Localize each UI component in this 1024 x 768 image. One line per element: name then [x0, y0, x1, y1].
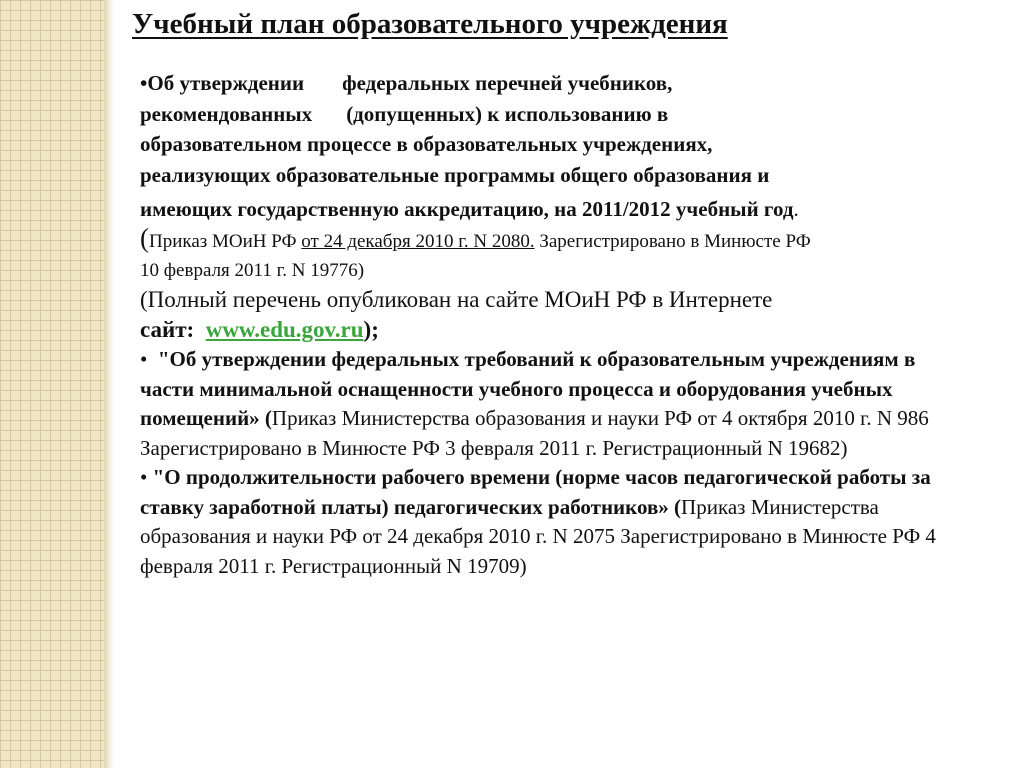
- slide-title: Учебный план образовательного учреждения: [132, 8, 728, 40]
- item1-line5-wrap: [140, 194, 955, 224]
- order-2080-date: от 24 декабря 2010 г. N 2080.: [301, 231, 535, 252]
- site-label: сайт:: [140, 317, 195, 342]
- item4-bold-text: "О продолжительности рабочего времени (норме часов педагогической работы за ставку заработной платы) педагогических работников» (: [140, 465, 931, 519]
- item1-line5: имеющих государственную аккредитацию, на 2011/2012 учебный год: [140, 197, 794, 221]
- item3-bold-text: "Об утверждении федеральных требований к образовательным учреждениям в части минимальной оснащенности учебного процесса и оборудования учебных помещений» (: [140, 347, 916, 430]
- bullet: •: [140, 465, 148, 489]
- slide-content: [140, 68, 955, 581]
- item1-line4: реализующих образовательные программы общего образования и: [140, 162, 770, 187]
- item1-line2b: (допущенных) к использованию в: [346, 101, 669, 126]
- order-reference-2080: [140, 224, 955, 285]
- item1-text-b: федеральных перечней учебников,: [342, 71, 673, 95]
- item1-line3: образовательном процессе в образовательных учреждениях,: [140, 132, 713, 156]
- bullet: •: [140, 71, 148, 95]
- item1-line2a: рекомендованных: [140, 101, 313, 126]
- full-list-note: [140, 285, 955, 345]
- order-2080-c: Зарегистрировано в Минюсте РФ: [534, 231, 811, 252]
- decorative-side-pattern: [0, 0, 104, 768]
- item-equipment-requirements: [140, 345, 955, 463]
- full-list-line1: (Полный перечень опубликован на сайте МОиН РФ в Интернете: [140, 287, 773, 312]
- item1-line5-end: .: [793, 197, 799, 221]
- open-paren: (: [140, 223, 149, 253]
- item-federal-textbook-lists: [140, 68, 955, 190]
- decorative-side-band: [104, 0, 114, 768]
- order-2080-d: 10 февраля 2011 г. N 19776): [140, 260, 365, 281]
- edu-gov-link[interactable]: www.edu.gov.ru: [205, 317, 364, 342]
- item4-order-text: Приказ Министерства образования и науки РФ от 24 декабря 2010 г. N 2075 Зарегистрировано в Минюсте РФ 4 февраля 2011 г. Регистрационный N 19709): [140, 494, 936, 578]
- item3-order-text: Приказ Министерства образования и науки РФ от 4 октября 2010 г. N 986 Зарегистрировано в Минюсте РФ 3 февраля 2011 г. Регистрационный N 19682): [140, 406, 929, 460]
- order-2080-a: Приказ МОиН РФ: [149, 231, 302, 252]
- item1-text-a: Об утверждении: [147, 71, 305, 95]
- bullet: •: [140, 347, 148, 371]
- item-working-hours: [140, 463, 955, 581]
- close-paren: );: [363, 317, 379, 342]
